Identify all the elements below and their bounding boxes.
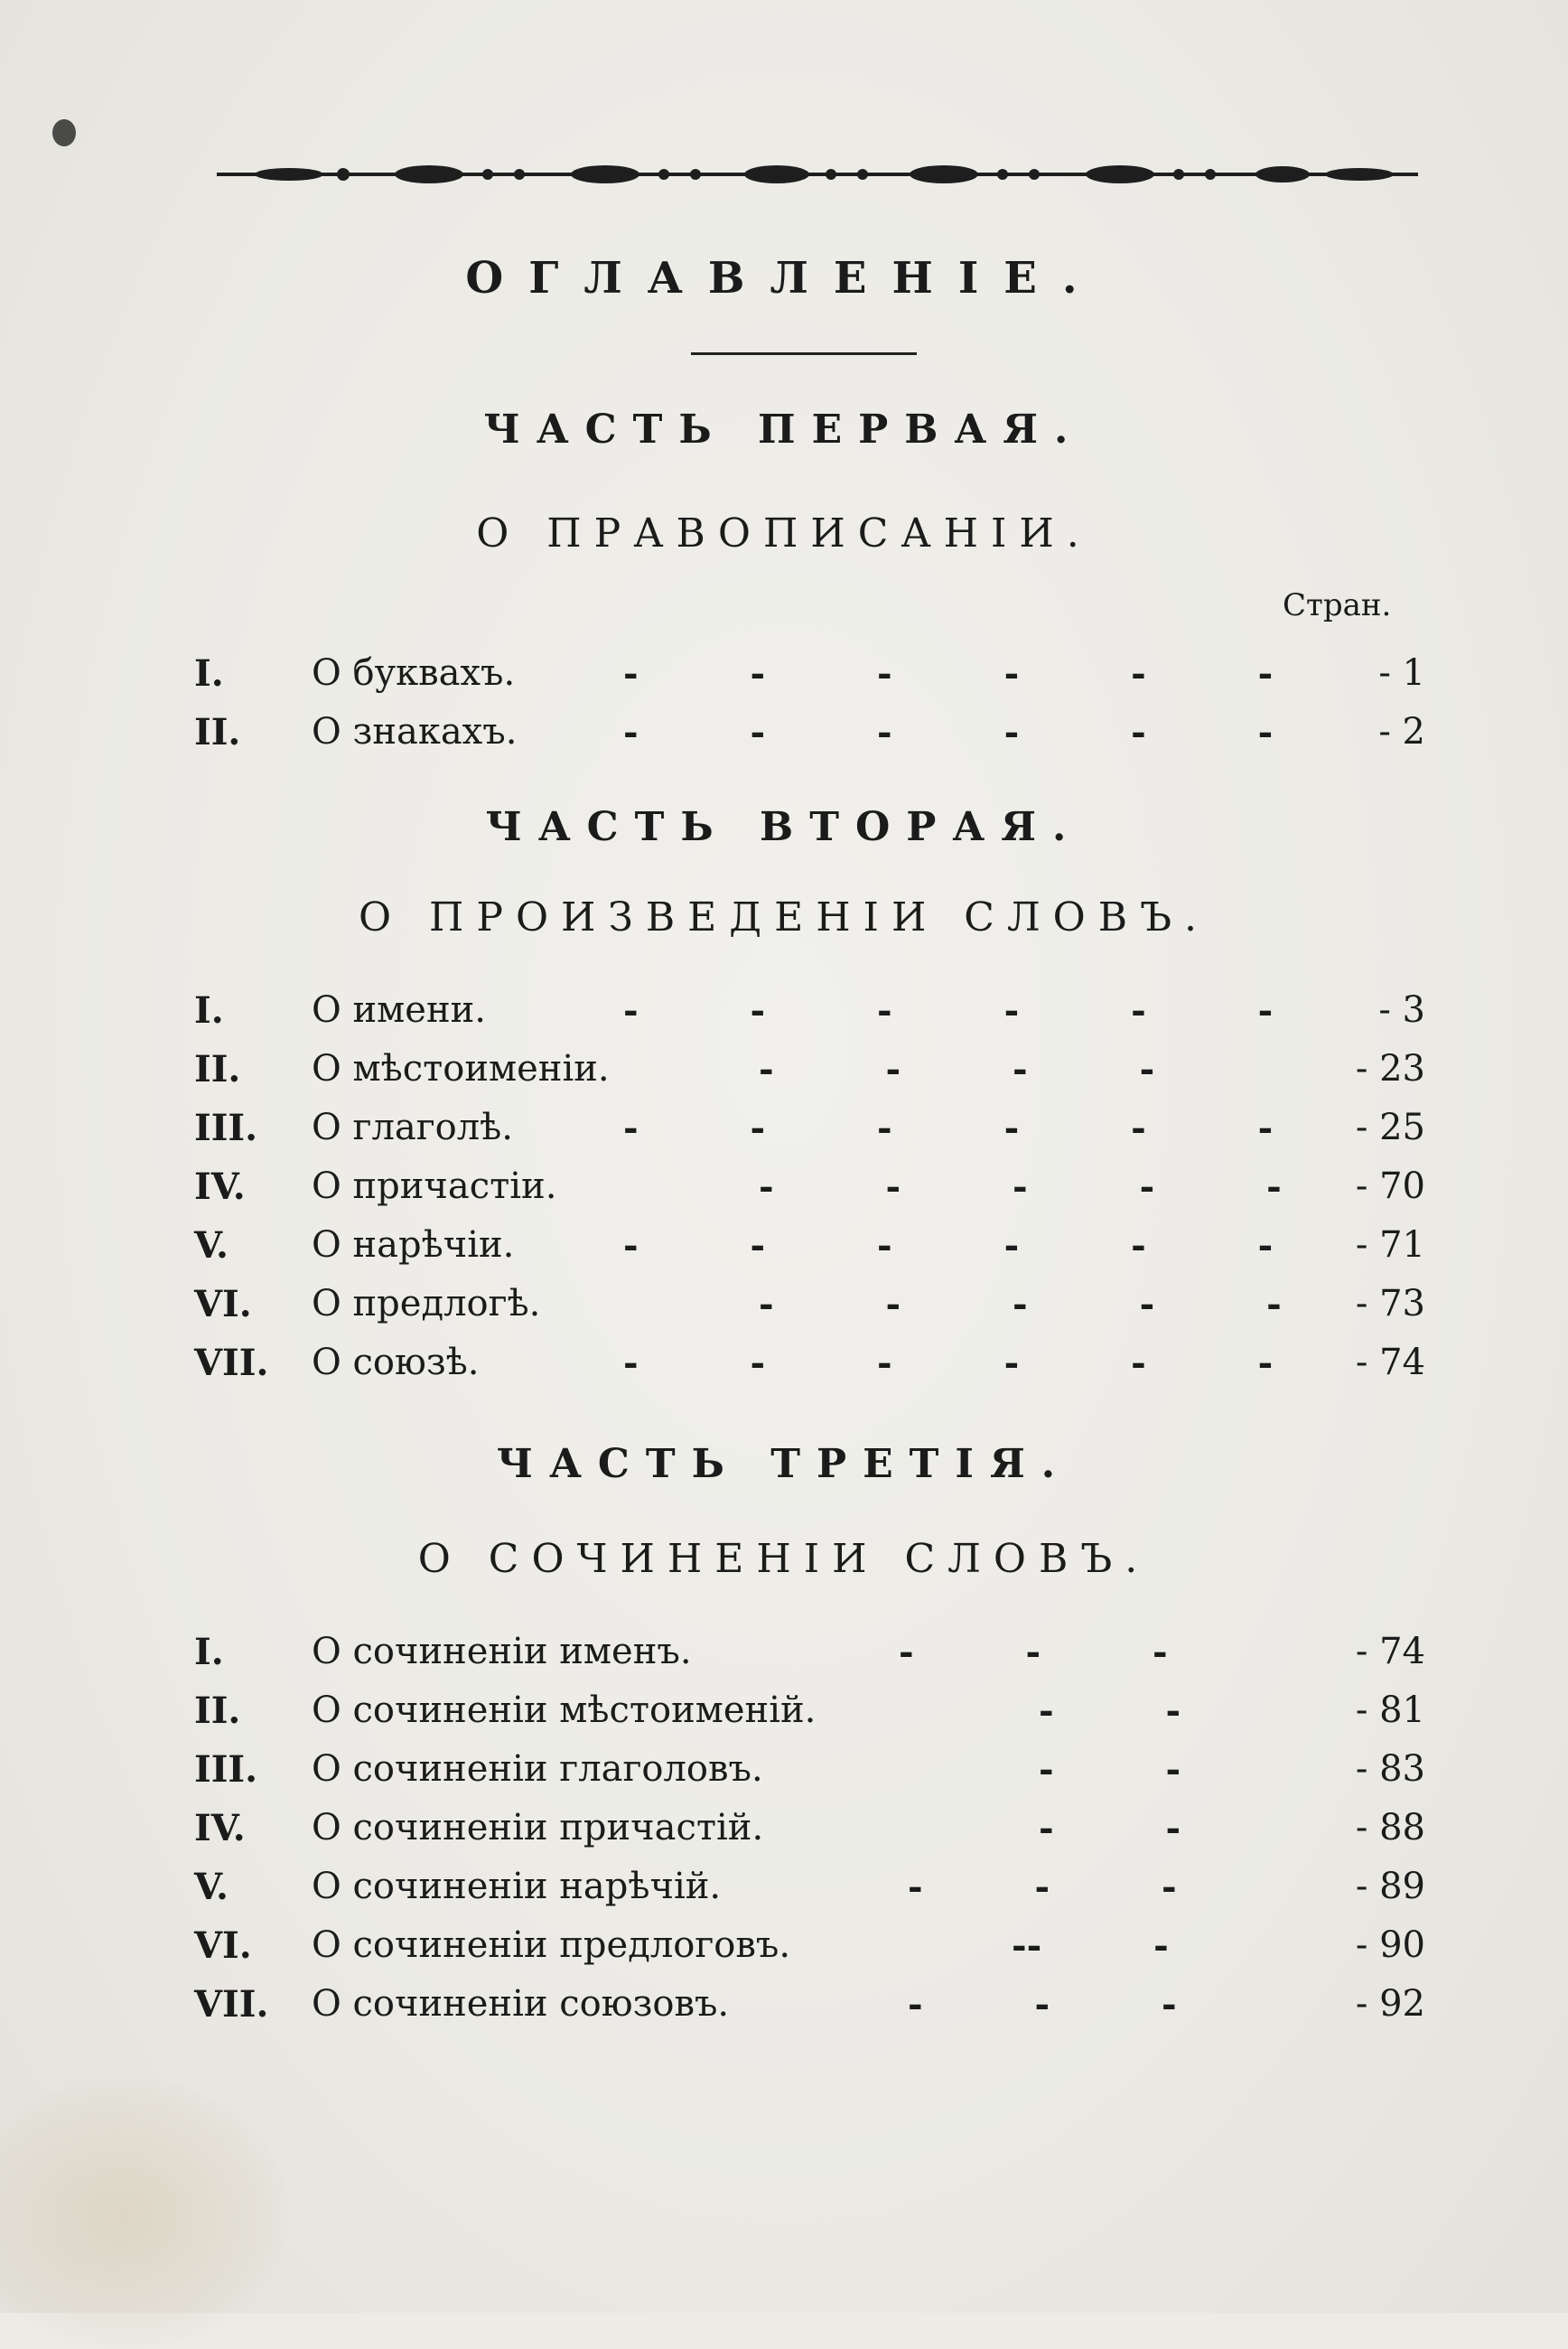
entry-page: - 70 [1355,1165,1425,1207]
part-2-subtitle: О ПРОИЗВЕДЕНІИ СЛОВЪ. [358,894,1210,941]
entry-title: О причастіи. [312,1165,557,1207]
entry-title: О глаголѣ. [312,1107,514,1148]
entry-page-number: 73 [1379,1283,1425,1324]
entry-page: - 71 [1355,1224,1425,1266]
entry-page: - 1 [1378,652,1425,694]
toc-entry[interactable] [0,1342,1568,1392]
entry-page: - 74 [1355,1631,1425,1672]
dot-leaders: - - [1039,1807,1181,1849]
entry-title: О имени. [312,989,486,1031]
entry-page: - 81 [1355,1689,1425,1731]
ink-speck [52,119,76,146]
part-3-subtitle: О СОЧИНЕНІИ СЛОВЪ. [417,1536,1151,1582]
heading-underline [691,352,917,355]
entry-page: - 25 [1355,1107,1425,1148]
toc-entry[interactable] [0,1689,1568,1740]
entry-number: I. [194,652,224,695]
decorative-ornament-rule [217,150,1418,199]
entry-number: II. [194,711,241,753]
entry-number: VII. [194,1983,269,2026]
entry-title: О предлогѣ. [312,1283,541,1324]
dot-leaders: -- - [1012,1924,1169,1967]
entry-page-number: 25 [1379,1107,1425,1148]
entry-number: V. [194,1224,229,1267]
entry-page: - 90 [1355,1924,1425,1966]
dot-leaders: - - - - - - [623,989,1274,1032]
part-2-title: ЧАСТЬ ВТОРАЯ. [485,804,1083,850]
entry-page-number: 3 [1402,989,1425,1031]
dot-leaders: - - - [908,1983,1177,2026]
entry-page: - 88 [1355,1807,1425,1848]
entry-title: О сочиненіи предлоговъ. [312,1924,791,1966]
toc-entry[interactable] [0,1283,1568,1334]
entry-page: - 3 [1378,989,1425,1031]
toc-entry[interactable] [0,1924,1568,1975]
entry-page-number: 92 [1379,1983,1425,2025]
toc-entry[interactable] [0,1107,1568,1157]
toc-entry[interactable] [0,1807,1568,1858]
entry-number: VI. [194,1283,252,1325]
entry-page: - 74 [1355,1342,1425,1383]
dot-leaders: - - - - - - [623,1224,1274,1267]
toc-entry[interactable] [0,1224,1568,1275]
entry-number: V. [194,1866,229,1908]
entry-page-number: 74 [1379,1631,1425,1672]
entry-title: О буквахъ. [312,652,516,694]
entry-page-number: 23 [1379,1048,1425,1090]
entry-title: О сочиненіи союзовъ. [312,1983,730,2025]
entry-page: - 2 [1378,711,1425,753]
part-3-title: ЧАСТЬ ТРЕТІЯ. [496,1441,1072,1487]
toc-entry[interactable] [0,711,1568,762]
entry-page-number: 83 [1379,1748,1425,1790]
entry-page-number: 1 [1402,652,1425,694]
entry-page-number: 81 [1379,1689,1425,1731]
entry-number: III. [194,1748,258,1791]
page-stain [0,2078,289,2349]
dot-leaders: - - - [908,1866,1177,1908]
dot-leaders: - - - - - - [623,1342,1274,1384]
toc-entry[interactable] [0,1048,1568,1099]
toc-entry[interactable] [0,1631,1568,1681]
entry-page-number: 88 [1379,1807,1425,1848]
dot-leaders: - - - - - [759,1165,1282,1208]
entry-page-number: 90 [1379,1924,1425,1966]
part-1-subtitle: О ПРАВОПИСАНІИ. [476,510,1092,557]
toc-entry[interactable] [0,1748,1568,1799]
toc-entry[interactable] [0,989,1568,1040]
entry-number: VII. [194,1342,269,1384]
entry-number: IV. [194,1165,246,1208]
part-1-title: ЧАСТЬ ПЕРВАЯ. [483,407,1085,453]
entry-title: О нарѣчіи. [312,1224,515,1266]
entry-number: I. [194,1631,224,1673]
entry-page-number: 70 [1379,1165,1425,1207]
entry-page: - 92 [1355,1983,1425,2025]
entry-number: III. [194,1107,258,1149]
entry-title: О мѣстоименіи. [312,1048,610,1090]
entry-page: - 73 [1355,1283,1425,1324]
page-column-label: Стран. [1283,587,1392,623]
dot-leaders: - - - - - - [623,711,1274,753]
dot-leaders: - - - - - [759,1283,1282,1325]
entry-title: О союзѣ. [312,1342,480,1383]
dot-leaders: - - - - - - [623,1107,1274,1149]
entry-number: I. [194,989,224,1032]
dot-leaders: - - - - - - [623,652,1274,695]
entry-title: О сочиненіи причастій. [312,1807,764,1848]
entry-page-number: 89 [1379,1866,1425,1907]
entry-number: II. [194,1048,241,1090]
entry-title: О сочиненіи именъ. [312,1631,692,1672]
entry-number: II. [194,1689,241,1732]
entry-page: - 23 [1355,1048,1425,1090]
dot-leaders: - - - - [759,1048,1155,1090]
toc-entry[interactable] [0,1983,1568,2034]
entry-number: VI. [194,1924,252,1967]
table-of-contents-heading: ОГЛАВЛЕНІЕ. [465,253,1103,304]
entry-title: О знакахъ. [312,711,518,753]
entry-title: О сочиненіи глаголовъ. [312,1748,763,1790]
entry-number: IV. [194,1807,246,1849]
entry-title: О сочиненіи мѣстоименій. [312,1689,817,1731]
entry-page-number: 74 [1379,1342,1425,1383]
toc-entry[interactable] [0,652,1568,703]
dot-leaders: - - [1039,1748,1181,1791]
toc-entry[interactable] [0,1165,1568,1216]
entry-page-number: 2 [1402,711,1425,753]
dot-leaders: - - - [899,1631,1168,1673]
entry-page: - 83 [1355,1748,1425,1790]
dot-leaders: - - [1039,1689,1181,1732]
entry-page-number: 71 [1379,1224,1425,1266]
entry-title: О сочиненіи нарѣчій. [312,1866,722,1907]
entry-page: - 89 [1355,1866,1425,1907]
toc-entry[interactable] [0,1866,1568,1916]
